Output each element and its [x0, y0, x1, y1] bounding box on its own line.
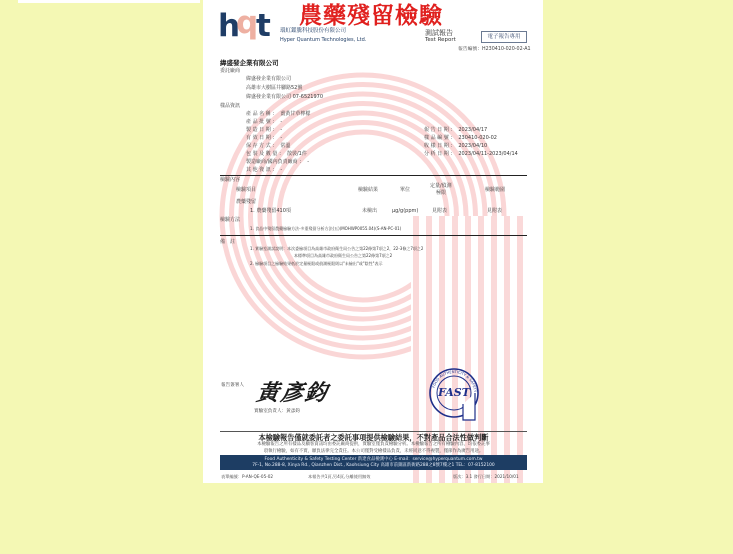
- remark-item: 2. 檢驗項目之檢驗結果低於定量極限或偵測極限則以"未檢出"或"陰性"表示: [250, 261, 383, 266]
- field-value: -: [280, 135, 283, 141]
- logo-letter-h: h: [218, 8, 241, 44]
- field-value: 散裝/1件: [286, 151, 307, 157]
- report-page: [203, 0, 543, 483]
- col-header-unit: 單位: [400, 187, 411, 193]
- sample-field: [246, 160, 309, 165]
- col-header-result: 檢驗結果: [358, 187, 379, 193]
- test-category: 農藥殘留: [236, 199, 257, 205]
- e-report-stamp: 電子報告專用: [481, 31, 527, 43]
- client-section-label: 委託廠商: [220, 68, 241, 74]
- top-strip: [18, 0, 200, 3]
- field-label: 收 樣 日 期 ：: [424, 143, 456, 149]
- svg-text:FOOD AUTHENTICITY & SAFETY: FOOD AUTHENTICITY & SAFETY: [431, 369, 478, 393]
- remark-item: 本標準項目為高雄市政府衛生局公告之第22條第7項之2: [294, 253, 393, 258]
- company-name-cn: 環虹鑑騰科技股份有限公司: [280, 28, 347, 34]
- sample-field: [246, 120, 282, 125]
- client-address: 高雄市大樹區井腳路52號: [246, 85, 303, 91]
- col-header-limit: 定量/偵測: [430, 183, 452, 189]
- method-item: 1. 食品中殘留農藥檢驗方法-多重殘留分析方法(五)(MOHWP0055.04)(S-AN-PC-01): [250, 226, 402, 231]
- sample-field: [246, 128, 282, 133]
- sample-field: [246, 152, 307, 157]
- client-contact: 緯盛發企業有限公司 07-6521970: [246, 94, 324, 100]
- field-value: -: [280, 167, 283, 173]
- date-field: [424, 128, 487, 133]
- field-value: 2023/04/11-2023/04/14: [458, 151, 518, 157]
- field-label: 包 裝 及 數 量 ：: [246, 151, 284, 157]
- field-value: -: [307, 159, 310, 165]
- remark-item: 1. 實驗室測試說明：本次委檢項目為高雄市政府衛生局公告之第22條第7項之2，22-3條之7項之2: [250, 246, 424, 251]
- test-content-label: 檢驗內容: [220, 177, 241, 183]
- sample-field: [246, 136, 282, 141]
- field-label: 分 析 日 期 ：: [424, 151, 456, 157]
- sample-field: [246, 112, 310, 117]
- field-label: 報 告 日 期 ：: [424, 127, 456, 133]
- field-label: 樣 品 編 號 ：: [424, 135, 456, 141]
- client-name: 緯盛發企業有限公司: [246, 76, 292, 82]
- date-field: [424, 152, 518, 157]
- col-header-item: 檢驗項目: [236, 187, 257, 193]
- contact-band: [220, 455, 527, 470]
- disclaimer-headline: 本檢驗報告僅就委託者之委託事項提供檢驗結果，不對產品合法性做判斷: [258, 433, 489, 442]
- col-header-limit-2: 極限: [436, 190, 447, 196]
- field-value: 2023/04/17: [458, 127, 488, 133]
- field-label: 產 品 批 號 ：: [246, 119, 278, 125]
- date-field: [424, 136, 497, 141]
- field-value: 2023/04/10: [458, 143, 488, 149]
- col-header-range: 檢驗範圍: [485, 187, 506, 193]
- remarks-label: 備 註: [220, 239, 236, 245]
- disclaimer-line: 本檢驗報告之所有樣品及顧客資訊均由委託廠商提供，實驗室僅負責檢驗分析。本檢驗報告之所有檢驗內容，均依委託事: [257, 442, 490, 447]
- contact-line-1: Food Authenticity & Safety Testing Center 新達食品檢測中心 E-mail：service@hyperquantum.com.tw: [264, 456, 483, 462]
- field-label: 製造廠商/國內負責廠商 ：: [246, 159, 305, 165]
- client-title: 緯盛發企業有限公司: [220, 59, 279, 67]
- sample-field: [246, 168, 282, 173]
- field-value: 230410-020-02: [458, 135, 497, 141]
- sample-field: [246, 144, 290, 149]
- cell-limit: 見附表: [432, 208, 448, 214]
- field-value: 常溫: [280, 143, 291, 149]
- field-value: 薑黃甘草檸檬: [280, 111, 311, 117]
- logo-letter-t: t: [256, 8, 271, 44]
- doc-type-en: Test Report: [425, 37, 456, 43]
- sample-section-label: 樣品資訊: [220, 103, 241, 109]
- contact-line-2: 7F-1, No.288-8, Xinya Rd., Qianzhen Dist., Kaohsiung City 高雄市前鎮區新衙路288之8號7樓之1 TEL：07-8152100: [252, 463, 495, 468]
- cell-range: 見附表: [487, 208, 503, 214]
- date-field: [424, 144, 487, 149]
- version-info: 版次：3.1 發行日期：2021/10/01: [453, 474, 519, 479]
- field-value: -: [280, 127, 283, 133]
- section-divider: [220, 235, 527, 236]
- cell-result: 未檢出: [362, 208, 378, 214]
- signer-label: 報告簽署人: [221, 383, 244, 388]
- svg-text:FAST: FAST: [438, 386, 470, 399]
- report-title: 農藥殘留檢驗: [299, 2, 443, 29]
- field-label: 有 效 日 期 ：: [246, 135, 278, 141]
- footer-divider: [220, 431, 527, 432]
- report-number: 報告編號：H230410-020-02-A1: [458, 47, 531, 52]
- method-label: 檢驗方法: [220, 217, 241, 223]
- cell-item: 1. 農藥殘留410項: [250, 208, 291, 214]
- section-divider: [220, 175, 527, 176]
- field-label: 產 品 名 稱 ：: [246, 111, 278, 117]
- logo-letter-q: q: [236, 5, 259, 41]
- doc-type-cn: 測試報告: [425, 29, 453, 37]
- field-value: -: [280, 119, 283, 125]
- lab-head: 實驗室負責人：黃彥鈞: [254, 409, 300, 414]
- fast-accreditation-logo-icon: [425, 366, 483, 422]
- company-name-en: Hyper Quantum Technologies, Ltd.: [280, 37, 367, 43]
- field-label: 其 他 資 訊 ：: [246, 167, 278, 173]
- disclaimer-line: 項執行檢驗，如有不實，願負法律完全責任。本公司僅對受檢樣品負責，未經同意不得複製，僅節作為廣告用途。: [263, 448, 484, 454]
- field-label: 保 存 方 式 ：: [246, 143, 278, 149]
- form-number: 表單編號：P-AN-QE-05-02: [221, 474, 274, 479]
- field-label: 製 造 日 期 ：: [246, 127, 278, 133]
- cell-unit: μg/g(ppm): [392, 208, 419, 214]
- signature: 黃彥鈞: [254, 380, 331, 406]
- page-count-note: 本報告共1頁,另4頁,分離使用無效: [308, 474, 371, 479]
